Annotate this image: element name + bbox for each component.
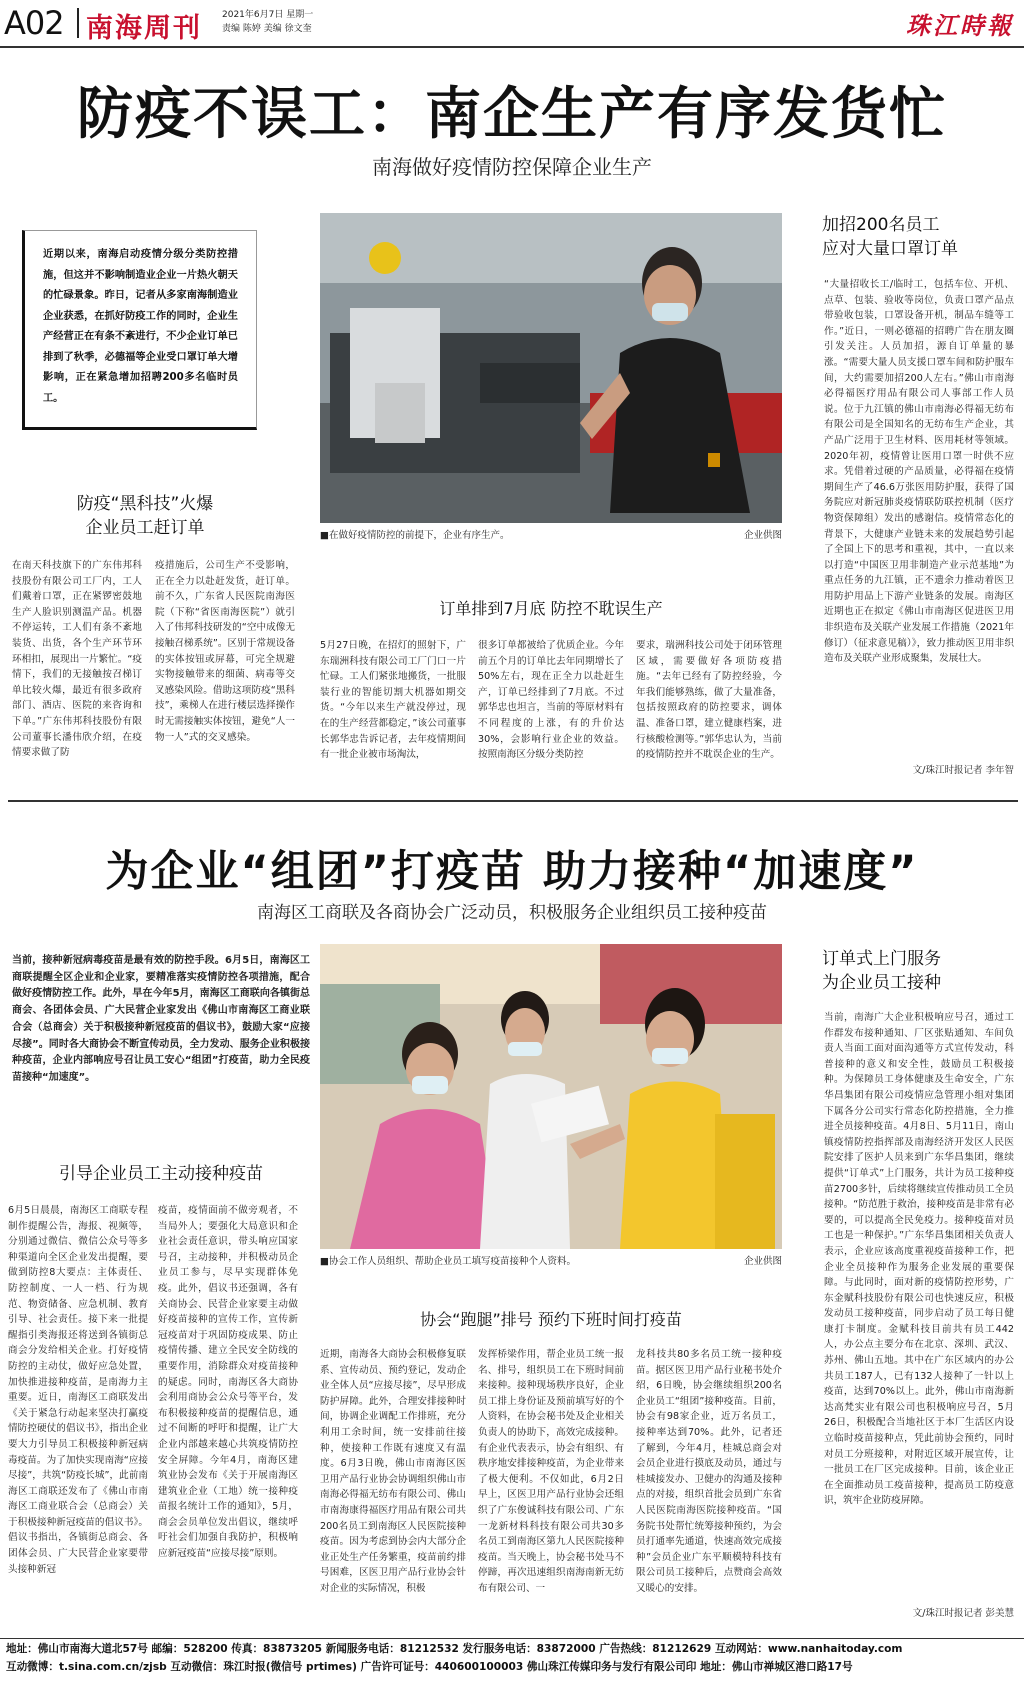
masthead-meta [222, 8, 313, 36]
article2-left-heading: 引导企业员工主动接种疫苗 [59, 1164, 263, 1184]
article2-mid-col1: 近期，南海各大商协会积极修复联系、宣传动员、预约登记，发动企业全体人员“应接尽接”，尽早形成防护屏障。此外，合理安排接种时间，协调企业调配工作排班，充分利用工余时间，统一安排前往接种，使接种工作既有速度又有温度。6月3日晚，佛山市南海区医卫用产品行业协会协调组织佛山市南海必得福无纺布有限公司、佛山市南海康得福医疗用品有限公司共200名员工到南海区人民医院接种疫苗。因为考虑到协会内大部分企业正处生产任务繁重，疫苗前约排号困难，区医卫用产品行业协会针对企业的实际情况，积极 [320, 1349, 466, 1594]
article1-left-heading-line2: 企业员工赶订单 [85, 518, 205, 538]
article1-photo-caption: ■在做好疫情防控的前提下，企业有序生产。 [320, 530, 510, 541]
article2-right-heading [822, 947, 1012, 995]
article1-mid-col2: 很多订单都被给了优质企业。今年前五个月的订单比去年同期增长了50%左右，现在正全力以赴赶生产，订单已经排到了7月底。不过郭华忠也坦言，当前的等原材料有不同程度的上涨，有的升价达30%，会影响行业企业的效益。按照南海区分级分类防控 [478, 640, 624, 761]
article1-subheadline: 南海做好疫情防控保障企业生产 [372, 155, 652, 179]
article1-right-heading-line2: 应对大量口罩订单 [822, 239, 958, 259]
article1-mid-col3: 要求，瑞洲科技公司处于闭环管理区域，需要做好各项防疫措施。“去年已经有了防控经验，今年我们能够熟练，做了大量准备，包括按照政府的防控要求，调体温、准备口罩，建立健康档案，进行核酸检测等。”郭华忠认为，当前的疫情防控并不耽误企业的生产。 [636, 640, 782, 761]
article2-photo-credit: 企业供图 [743, 1256, 782, 1267]
footer-rule [0, 1638, 1024, 1639]
article2-mid-col2: 发挥桥梁作用，帮企业员工统一报名、排号，组织员工在下班时间前来接种。接种现场秩序良好，企业员工排上身份证及预前填写好的个人资料，在协会秘书处及企业相关负责人的协助下，高效完成接种。有企业代表表示，协会有组织、有秩序地安排接种疫苗，为企业带来了极大便利。不仅如此，6月2日早上，区医卫用产品行业协会还组织了广东俊诚科技有限公司、广东一龙新材料科技有限公司共30多名员工到南海区第九人民医院接种疫苗。当天晚上，协会秘书处马不停蹄，再次迅速组织南海南新无纺布有限公司、一 [478, 1349, 624, 1594]
page-code: A02 [4, 4, 64, 42]
editor-line: 责编 陈婷 美编 徐文奎 [222, 24, 312, 34]
masthead-rule [0, 46, 1024, 48]
masthead-divider [77, 8, 79, 38]
article1-author: 文/珠江时报记者 李年智 [912, 765, 1014, 776]
article1-mid-col1: 5月27日晚，在招灯的照射下，广东瑞洲科技有限公司工厂门口一片忙碌。工人们紧张地搬货，一批服装行业的智能切割大机器如期交货。“今年以来生产就没停过，现在的生产经营都稳定，”该公司董事长郭华忠告诉记者，去年疫情期间有一批企业被市场淘汰， [320, 640, 466, 761]
article2-left-col1: 6月5日晨晨，南海区工商联专程制作提醒公告，海报、视频等，分别通过微信、微信公众号等多种渠道向全区企业发出提醒，要做到防控8大要点：主体责任、防控制度、一人一档、行为规范、物资储备、应急机制、教育引导、社会责任。接下来一批提醒指引类海报还将送到各镇街总商会分发给相关企业。打好疫情防控的主动仗，做好应急处置，加快推进接种疫苗，是南海力主重要。近日，南海区工商联发出《关于紧急行动起来坚决打赢疫情防控硬仗的倡议书》，指出企业要大力引导员工积极接种新冠病毒疫苗。为了加快实现南海“应接尽接”，共筑“防疫长城”，此前南海区工商联还发布了《佛山市南海区工商业联合会（总商会）关于积极接种新冠疫苗的倡议书》。倡议书指出，各镇街总商会、各团体会员、广大民营企业家要带头接种新冠 [8, 1205, 148, 1575]
article1-headline: 防疫不误工：南企生产有序发货忙 [77, 82, 947, 147]
article1-left-heading [40, 492, 250, 540]
article2-author: 文/珠江时报记者 彭美慧 [912, 1608, 1014, 1619]
article2-mid-col3: 龙科技共80多名员工统一接种疫苗。据区医卫用产品行业秘书处介绍，6日晚，协会继续组织200名企业员工“组团”接种疫苗。目前，协会有98家企业，近万名员工，接种率达到70%。此外，记者还了解到，今年4月，桂城总商会对会员企业进行摸底及动员，通过与桂城接发办、卫健办的沟通及接种点的对接，组织首批会员到广东省人民医院南海医院接种疫苗。“国务院书处帮忙统筹接种预约，为会员打通率先通道，快速高效完成接种”会员企业广东平顺模特科技有限公司员工接种后，点赞商会高效又暖心的安排。 [636, 1349, 782, 1594]
article1-intro-box [22, 230, 257, 430]
footer-line2: 互动微博：t.sina.com.cn/zjsb 互动微信：珠江时报(微信号 prtimes) 广告许可证号：440600100003 佛山珠江传媒印务与发行有限公司印 地址：佛山市禅城区港口路17号 [6, 1661, 853, 1673]
article1-photo [320, 213, 782, 523]
article2-mid-heading: 协会“跑腿”排号 预约下班时间打疫苗 [420, 1310, 682, 1329]
article-divider [8, 800, 1018, 802]
footer-line1: 地址：佛山市南海大道北57号 邮编：528200 传真：83873205 新闻服务电话：81212532 发行服务电话：83872000 广告热线：81212629 互动网站：www.nanhaitoday.com [6, 1643, 903, 1655]
article2-left-col2: 疫苗，疫情面前不做旁观者，不当局外人；要强化大局意识和企业社会责任意识，带头响应国家号召，主动接种，并积极动员企业员工参与，尽早实现群体免疫。此外，倡议书还强调，各有关商协会、民营企业家要主动做好疫苗接种的宣传工作，宣传新冠疫苗对于巩固防疫成果、防止疫情传播、建立全民安全防线的重要作用，消除群众对疫苗接种的疑虑。同时，南海区各大商协会利用商协会公众号等平台，发布积极接种疫苗的提醒信息，通过不间断的呼吁和提醒，让广大企业内部越来越心共筑疫情防控安全屏障。今年4月，南海区建筑业协会发布《关于开展南海区建筑业企业（工地）统一接种疫苗报名统计工作的通知》，5月，商会会员单位发出倡议，继续呼吁社会们加强自我防护，积极响应新冠疫苗“应接尽接”原则。 [158, 1205, 298, 1560]
article2-right-heading-line1: 订单式上门服务 [822, 949, 941, 969]
article1-right-heading [822, 213, 1012, 261]
article1-photo-credit: 企业供图 [743, 530, 782, 541]
article2-photo [320, 944, 782, 1249]
article2-photo-caption: ■协会工作人员组织、帮助企业员工填写疫苗接种个人资料。 [320, 1256, 576, 1267]
article2-intro: 当前，接种新冠病毒疫苗是最有效的防控手段。6月5日，南海区工商联提醒全区企业和企业家，要精准落实疫情防控各项措施，配合做好疫情防控工作。此外，早在今年5月，南海区工商联向各镇街总商会、各团体会员、广大民营企业家发出《佛山市南海区工商业联合会（总商会）关于积极接种新冠疫苗的倡议书》，鼓励大家“应接尽接”。同时各大商协会不断宣传动员，全力发动、服务企业积极接种疫苗，企业内部响应号召让员工安心“组团”打疫苗，助力全民疫苗接种“加速度”。 [12, 955, 310, 1083]
article2-right-heading-line2: 为企业员工接种 [822, 973, 941, 993]
article1-right-heading-line1: 加招200名员工 [822, 215, 940, 235]
article1-intro: 近期以来，南海启动疫情分级分类防控措施，但这并不影响制造业企业一片热火朝天的忙碌景象。昨日，记者从多家南海制造业企业获悉，在抓好防疫工作的同时，企业生产经营正在有条不紊进行，不少企业订单已排到了秋季，必德福等企业受口罩订单大增影响，正在紧急增加招聘200多名临时员工。 [43, 249, 238, 404]
article2-subheadline: 南海区工商联及各商协会广泛动员，积极服务企业组织员工接种疫苗 [257, 903, 767, 923]
article1-right-body: “大量招收长工/临时工，包括车位、开机、点草、包装、验收等岗位，负责口罩产品点带验收包装，口罩设备开机，制品车缝等工作。”近日，一则必德福的招聘广告在朋友圈引发关注。人员加招，源自订单量的暴涨。“需要大量人员支援口罩车间和防护服车间，大约需要加招200人左右。”佛山市南海必得福医疗用品有限公司人事部工作人员说。位于九江镇的佛山市南海必得福无纺布有限公司是全国知名的无纺布生产企业，其产品广泛用于卫生材料、医用耗材等领域。2020年初，疫情曾让医用口罩一时供不应求。凭借着过硬的产品质量，必得福在疫情期间生产了46.6万张医用防护服，获得了国务院应对新冠肺炎疫情联防联控机制（医疗物资保障组）发出的感谢信。疫情常态化的背景下，大健康产业链未来的发展趋势引起了全国上下的思考和重视，其中，一直以来以打造“中国医卫用非制造产业示范基地”为重点任务的九江镇，正不遗余力推动着医卫用防护用品上下游产业链条的发展。南海区近期也正在拟定《佛山市南海区促进医卫用非织造布及关联产业发展工作措施（2021年修订）（征求意见稿）》，致力推动医卫用非织造布及关联产业形成聚集，发展壮大。 [824, 279, 1014, 665]
article1-left-col1: 在南天科技旗下的广东伟邦科技股份有限公司工厂内，工人们戴着口罩，正在紧锣密鼓地生产人脸识别测温产品。机器不停运转，工人们有条不紊地装货、出货，各个生产环节环环相扣，展现出一片繁忙。“疫情下，我们的无接触按召梯订单比较火爆，最近有很多政府部门、酒店、医院的来咨询和下单。”广东伟邦科技股份有限公司董事长潘伟欣介绍，在疫情要求做了防 [12, 560, 142, 759]
article1-left-col2: 疫措施后，公司生产不受影响，正在全力以赴赶发货，赶订单。前不久，广东省人民医院南海医院（下称“省医南海医院”）就引入了伟邦科技研发的“空中成像无接触召梯系统”。区别于常规设备的实体按钮或屏幕，可完全规避实物接触带来的细菌、病毒等交叉感染风险。借助这项防疫“黑科技”，乘梯人在进行楼层选择操作时无需接触实体按钮，避免“人一物一人”式的交叉感染。 [155, 560, 295, 743]
date-line: 2021年6月7日 星期一 [222, 10, 314, 20]
article2-headline: 为企业“组团”打疫苗 助力接种“加速度” [105, 847, 919, 897]
vaccination-scene-illustration [320, 944, 782, 1249]
section-name: 南海周刊 [86, 13, 202, 44]
article2-right-body: 当前，南海广大企业积极响应号召，通过工作群发布接种通知、厂区张贴通知、车间负责人当面工面对面沟通等方式宣传发动，科普接种的意义和安全性，鼓励员工积极接种。为保障员工身体健康及生命安全，广东华昌集团有限公司疫情应急管理小组对集团下属各分公司实行常态化防控措施，全力推进全员接种疫苗。4月8日、5月11日，南山镇疫情防控指挥部及南海经济开发区人民医院安排了医护人员来到广东华昌集团，继续提供“订单式”上门服务，共计为员工接种疫苗2700多针，后续将继续宣传推动员工全员接种。“防范胜于救治，接种疫苗是非常有必要的，可以提高全民免疫力。接种疫苗对员工也是一种保护。”广东华昌集团相关负责人表示，企业应该高度重视疫苗接种工作，把企业全员接种作为服务企业发展的重要保障。与此同时，面对新的疫情防控形势，广东金赋科技股份有限公司也快速反应，积极发动员工接种疫苗，同步启动了员工每日健康打卡制度。金赋科技目前共有员工442人，办公点主要分布在北京、深圳、武汉、苏州、佛山五地。其中在广东区域内的办公共员工187人，已有132人接种了一针以上疫苗，达到70%以上。此外，佛山市南海新达高梵实业有限公司也积极响应号召，5月26日，积极配合当地社区于本厂生活区内设立临时疫苗接种点，凭此前协会预约，同时对员工分班接种，对附近区域开展宣传，让一批员工在厂区完成接种。目前，该企业正在全面推动员工疫苗接种，提高员工防疫意识，筑牢企业防疫屏障。 [824, 1012, 1014, 1507]
article1-mid-heading: 订单排到7月底 防控不耽误生产 [439, 599, 663, 618]
factory-worker-illustration [320, 213, 782, 523]
brand-logo: 珠江時報 [906, 11, 1014, 40]
article1-left-heading-line1: 防疫“黑科技”火爆 [76, 494, 214, 514]
